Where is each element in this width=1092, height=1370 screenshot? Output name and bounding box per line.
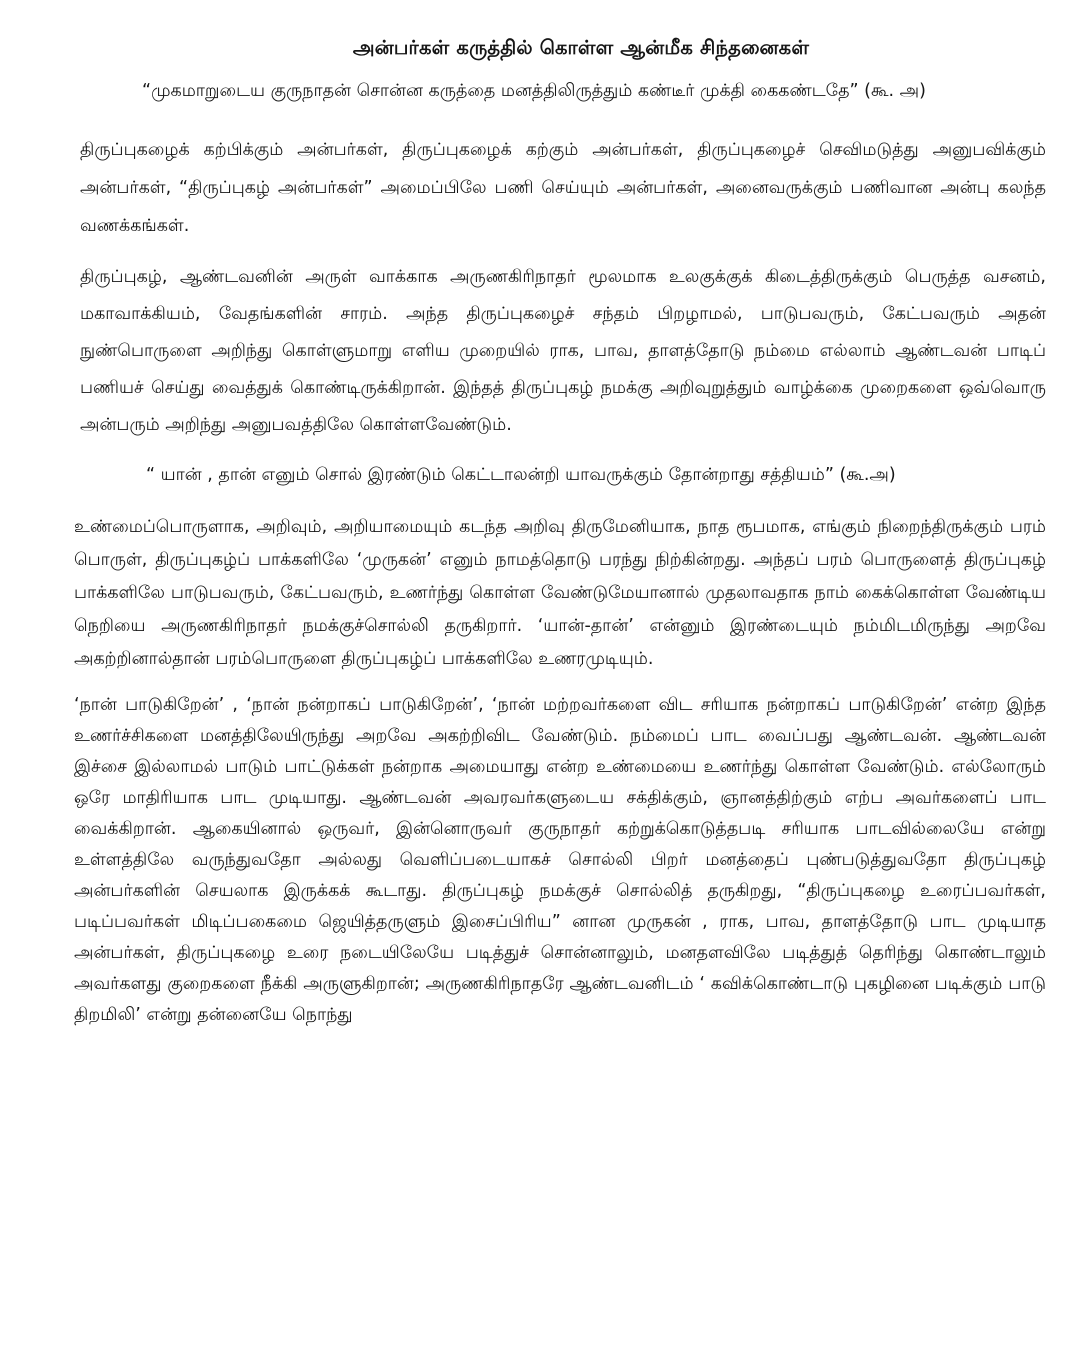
paragraph-thiruppugazh-essence: திருப்புகழ், ஆண்டவனின் அருள் வாக்காக அருணகிரிநாதர் மூலமாக உலகுக்குக் கிடைத்திருக்கும் பெருத்த வசனம், மகாவாக்கியம், வேதங்களின் சாரம். அந்த திருப்புகழைச் சந்தம் பிறழாமல், பாடுபவரும், கேட்பவரும் அதன் நுண்பொருளை அறிந்து கொள்ளுமாறு எளிய முறையில் ராக, பாவ, தாளத்தோடு நம்மை எல்லாம் ஆண்டவன் பாடிப் பணியச் செய்து வைத்துக் கொண்டிருக்கிறான். இந்தத் திருப்புகழ் நமக்கு அறிவுறுத்தும் வாழ்க்கை முறைகளை ஒவ்வொரு அன்பரும் அறிந்து அனுபவத்திலே கொள்ளவேண்டும். — [80, 267, 1046, 435]
paragraph-greeting: திருப்புகழைக் கற்பிக்கும் அன்பர்கள், திருப்புகழைக் கற்கும் அன்பர்கள், திருப்புகழைச் செவிமடுத்து அனுபவிக்கும் அன்பர்கள், “திருப்புகழ் அன்பர்கள்” அமைப்பிலே பணி செய்யும் அன்பர்கள், அனைவருக்கும் பணிவான அன்பு கலந்த வணக்கங்கள். — [80, 140, 1046, 236]
paragraph-ego-renunciation: ‘நான் பாடுகிறேன்’ , ‘நான் நன்றாகப் பாடுகிறேன்’, ‘நான் மற்றவர்களை விட சரியாக நன்றாகப் பாடுகிறேன்’ என்ற இந்த உணர்ச்சிகளை மனத்திலேயிருந்து அறவே அகற்றிவிட வேண்டும். நம்மைப் பாட வைப்பது ஆண்டவன். ஆண்டவன் இச்சை இல்லாமல் பாடும் பாட்டுக்கள் நன்றாக அமையாது என்ற உண்மையை உணர்ந்து கொள்ள வேண்டும். எல்லோரும் ஒரே மாதிரியாக பாட முடியாது. ஆண்டவன் அவரவர்களுடைய சக்திக்கும், ஞானத்திற்கும் எற்ப அவர்களைப் பாட வைக்கிறான். ஆகையினால் ஒருவர், இன்னொருவர் குருநாதர் கற்றுக்கொடுத்தபடி சரியாக பாடவில்லையே என்று உள்ளத்திலே வருந்துவதோ அல்லது வெளிப்படையாகச் சொல்லி பிறர் மனத்தைப் புண்படுத்துவதோ திருப்புகழ் அன்பர்களின் செயலாக இருக்கக் கூடாது. திருப்புகழ் நமக்குச் சொல்லித் தருகிறது, “திருப்புகழை உரைப்பவர்கள், படிப்பவர்கள் மிடிப்பகைமை ஜெயித்தருளும் இசைப்பிரிய” னான முருகன் , ராக, பாவ, தாளத்தோடு பாட முடியாத அன்பர்கள், திருப்புகழை உரை நடையிலேயே படித்துச் சொன்னாலும், மனதளவிலே படித்துத் தெரிந்து கொண்டாலும் அவர்களது குறைகளை நீக்கி அருளுகிறான்; அருணகிரிநாதரே ஆண்டவனிடம் ‘ கவிக்கொண்டாடு புகழினை படிக்கும் பாடு திறமிலி’ என்று தன்னையே நொந்து — [74, 695, 1046, 1025]
page-title: அன்பர்கள் கருத்தில் கொள்ள ஆன்மீக சிந்தனைகள் — [352, 36, 810, 59]
opening-quote: “முகமாறுடைய குருநாதன் சொன்ன கருத்தை மனத்திலிருத்தும் கண்டீர் முக்தி கைகண்டதே” (கூ. அ) — [142, 81, 926, 101]
paragraph-supreme-truth: உண்மைப்பொருளாக, அறிவும், அறியாமையும் கடந்த அறிவு திருமேனியாக, நாத ரூபமாக, எங்கும் நிறைந்திருக்கும் பரம் பொருள், திருப்புகழ்ப் பாக்களிலே ‘முருகன்’ எனும் நாமத்தொடு பரந்து நிற்கின்றது. அந்தப் பரம் பொருளைத் திருப்புகழ் பாக்களிலே பாடுபவரும், கேட்பவரும், உணர்ந்து கொள்ள வேண்டுமேயானால் முதலாவதாக நாம் கைக்கொள்ள வேண்டிய நெறியை அருணகிரிநாதர் நமக்குச்சொல்லி தருகிறார். ‘யான்-தான்’ என்னும் இரண்டையும் நம்மிடமிருந்து அறவே அகற்றினால்தான் பரம்பொருளை திருப்புகழ்ப் பாக்களிலே உணரமுடியும். — [74, 517, 1046, 669]
yaan-thaan-quote: “ யான் , தான் எனும் சொல் இரண்டும் கெட்டாலன்றி யாவருக்கும் தோன்றாது சத்தியம்” (கூ.அ) — [146, 465, 896, 485]
